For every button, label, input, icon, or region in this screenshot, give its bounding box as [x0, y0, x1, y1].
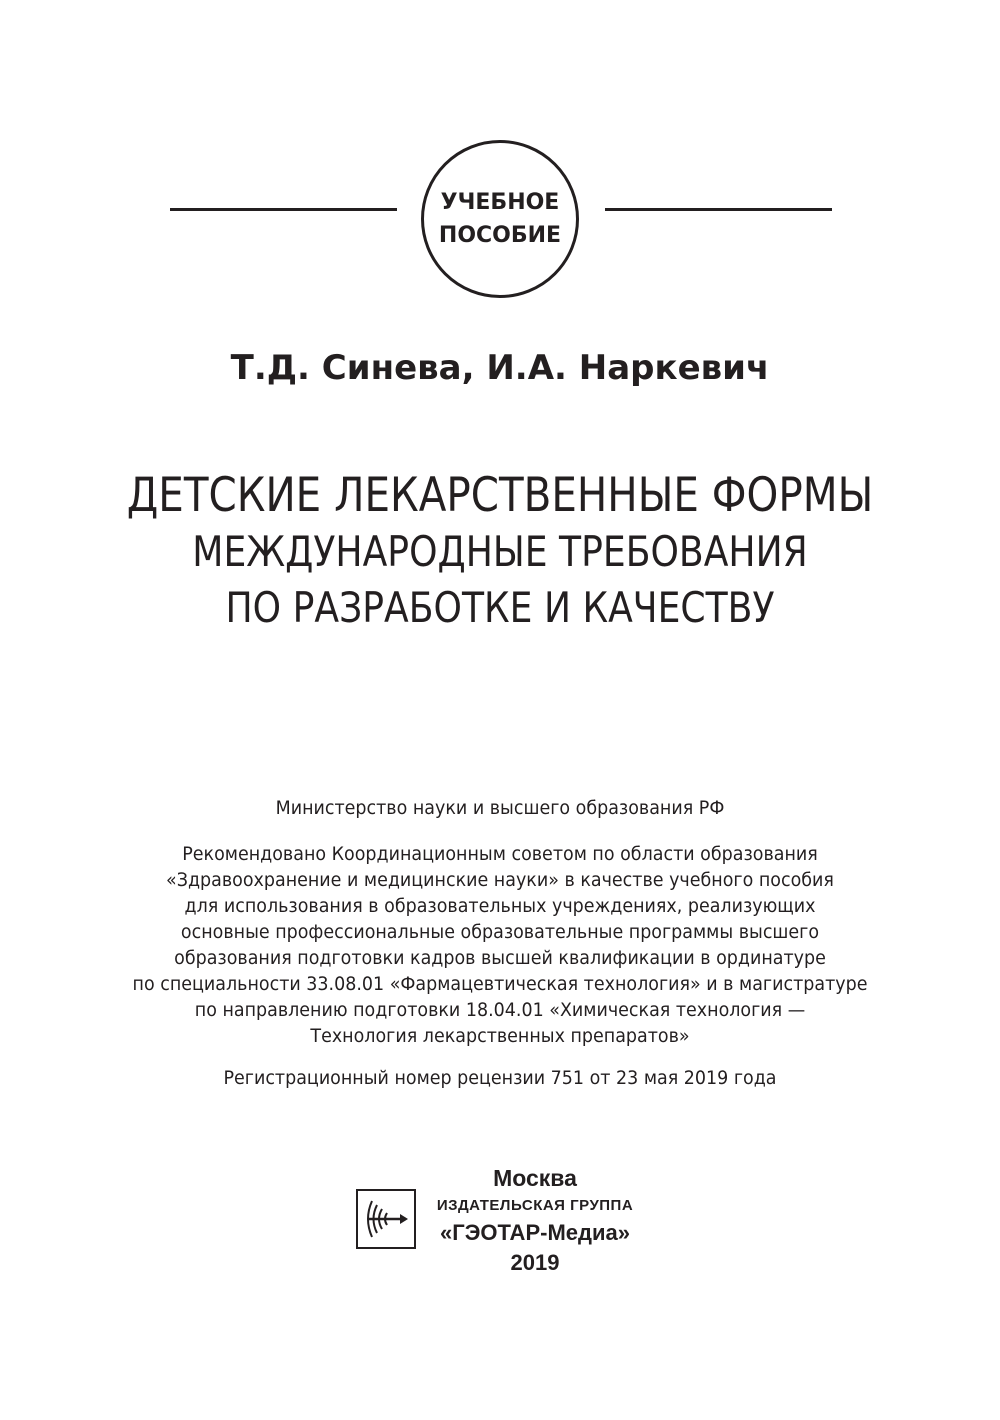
title-main: ДЕТСКИЕ ЛЕКАРСТВЕННЫЕ ФОРМЫ: [126, 468, 874, 523]
book-title: [0, 468, 1000, 636]
badge-row: [0, 140, 1000, 300]
recommendation-line: по специальности 33.08.01 «Фармацевтическая технология» и в магистратуре: [132, 973, 868, 995]
authors: Т.Д. Синева, И.А. Наркевич: [230, 348, 770, 388]
registration-number: Регистрационный номер рецензии 751 от 23 мая 2019 года: [223, 1067, 777, 1089]
title-subtitle-1: МЕЖДУНАРОДНЫЕ ТРЕБОВАНИЯ: [192, 527, 808, 576]
recommendation-line: по направлению подготовки 18.04.01 «Химическая технология —: [194, 999, 806, 1021]
approval-info: [0, 795, 1000, 1091]
publication-year: 2019: [510, 1250, 560, 1275]
publisher-text: [420, 1163, 650, 1279]
ministry: Министерство науки и высшего образования РФ: [275, 797, 725, 819]
publisher-logo-icon: [356, 1189, 416, 1249]
recommendation-text: [0, 841, 1000, 1049]
recommendation-line: основные профессиональные образовательные программы высшего: [180, 921, 820, 943]
textbook-badge: [421, 140, 579, 298]
publisher-name: «ГЭОТАР-Медиа»: [440, 1220, 630, 1245]
recommendation-line: Технология лекарственных препаратов»: [310, 1025, 690, 1047]
recommendation-line: для использования в образовательных учреждениях, реализующих: [184, 895, 816, 917]
decorative-line-right: [605, 208, 832, 211]
recommendation-line: образования подготовки кадров высшей квалификации в ординатуре: [174, 947, 826, 969]
recommendation-line: «Здравоохранение и медицинские науки» в качестве учебного пособия: [166, 869, 834, 891]
badge-line-1: УЧЕБНОЕ: [440, 190, 560, 215]
recommendation-line: Рекомендовано Координационным советом по области образования: [182, 843, 818, 865]
publisher-city: Москва: [493, 1165, 577, 1191]
badge-line-2: ПОСОБИЕ: [438, 223, 562, 248]
decorative-line-left: [170, 208, 397, 211]
publisher-group: ИЗДАТЕЛЬСКАЯ ГРУППА: [436, 1197, 634, 1214]
title-subtitle-2: ПО РАЗРАБОТКЕ И КАЧЕСТВУ: [225, 583, 775, 632]
